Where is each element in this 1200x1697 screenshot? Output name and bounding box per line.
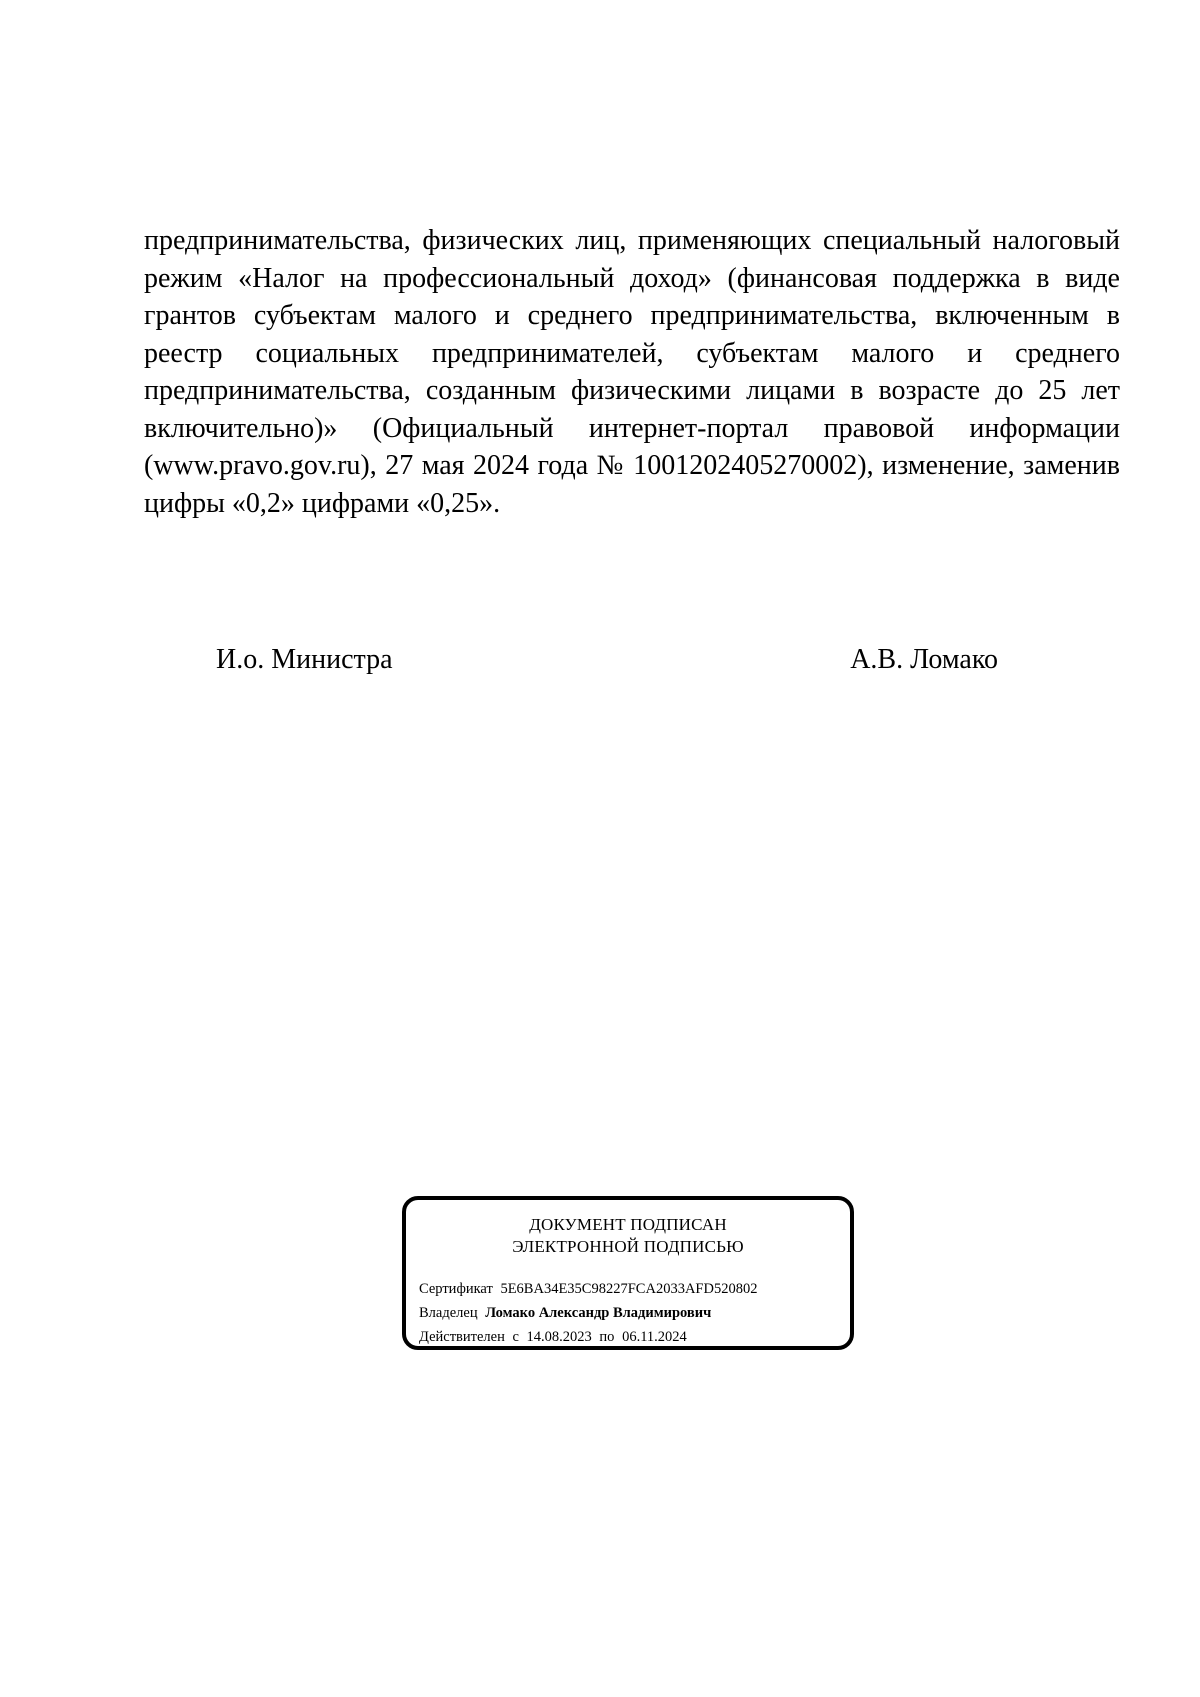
certificate-label: Сертификат [419, 1281, 493, 1297]
paragraph-line: режим «Налог на профессиональный доход» (финансовая поддержка в виде [144, 262, 1120, 294]
owner-value: Ломако Александр Владимирович [485, 1305, 712, 1321]
paragraph-line: (www.pravo.gov.ru), 27 мая 2024 года № 1001202405270002), изменение, заменив [144, 450, 1120, 481]
paragraph-line: реестр социальных предпринимателей, субъектам малого и среднего [144, 337, 1120, 369]
certificate-row [419, 1277, 757, 1301]
paragraph-line: предпринимательства, физических лиц, применяющих специальный налоговый [144, 225, 1120, 256]
stamp-header-line: ДОКУМЕНТ ПОДПИСАН [529, 1215, 727, 1234]
paragraph-line: цифры «0,2» цифрами «0,25». [144, 487, 501, 519]
paragraph-line: грантов субъектам малого и среднего предпринимательства, включенным в [144, 300, 1120, 331]
validity-row [419, 1325, 757, 1349]
valid-label: Действителен [419, 1329, 505, 1345]
paragraph-line: предпринимательства, созданным физическими лицами в возрасте до 25 лет [144, 375, 1120, 406]
signatory-name: А.В. Ломако [850, 644, 998, 675]
signatory-title: И.о. Министра [216, 644, 393, 675]
stamp-header [406, 1214, 850, 1258]
owner-label: Владелец [419, 1305, 478, 1321]
body-paragraph [144, 222, 1120, 522]
valid-to-date: 06.11.2024 [622, 1329, 687, 1345]
stamp-header-line: ЭЛЕКТРОННОЙ ПОДПИСЬЮ [512, 1237, 744, 1256]
valid-from-prefix: с [512, 1329, 519, 1345]
owner-row [419, 1301, 757, 1325]
electronic-signature-stamp [402, 1196, 854, 1350]
valid-to-prefix: по [599, 1329, 615, 1345]
paragraph-line: включительно)» (Официальный интернет-портал правовой информации [144, 412, 1120, 444]
certificate-value: 5E6BA34E35C98227FCA2033AFD520802 [500, 1281, 758, 1297]
stamp-details [419, 1277, 757, 1349]
valid-from-date: 14.08.2023 [526, 1329, 592, 1345]
